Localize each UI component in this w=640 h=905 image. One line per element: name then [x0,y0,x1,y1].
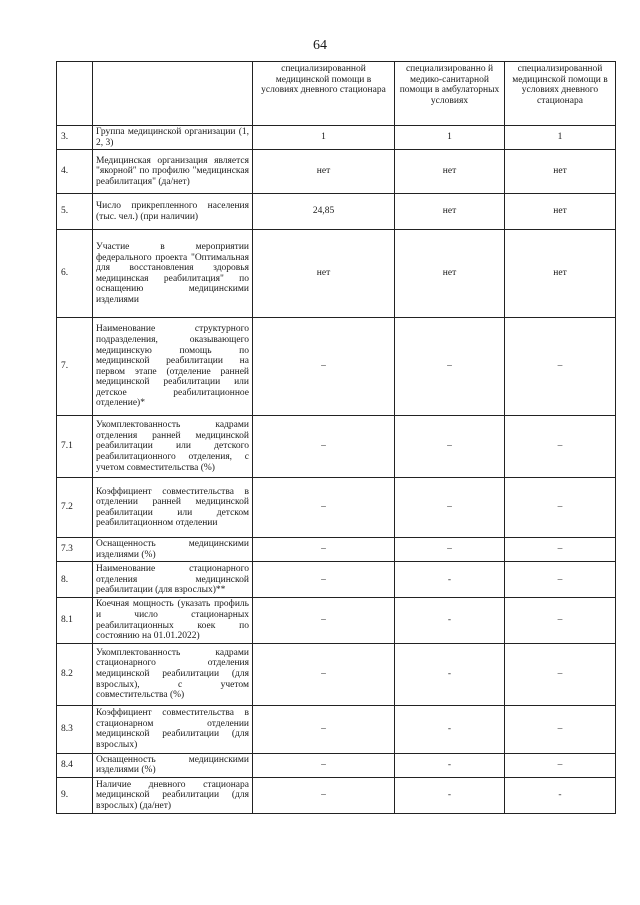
table-row [57,705,616,753]
row-value-3: – [505,643,616,705]
row-value-2: – [395,416,505,478]
row-value-3: нет [505,150,616,194]
row-number: 8.2 [57,643,93,705]
row-name: Число прикрепленного населения (тыс. чел.) (при наличии) [93,194,253,230]
row-value-2: - [395,777,505,813]
row-value-2: - [395,643,505,705]
row-number: 4. [57,150,93,194]
table-row [57,538,616,562]
row-number: 8. [57,562,93,598]
row-value-2: нет [395,194,505,230]
row-name: Наименование стационарного отделения медицинской реабилитации (для взрослых)** [93,562,253,598]
table-row [57,598,616,643]
row-value-1: 1 [253,126,395,150]
table-row [57,643,616,705]
row-name: Медицинская организация является "якорной" по профилю "медицинская реабилитация" (да/нет) [93,150,253,194]
table-row [57,777,616,813]
row-number: 5. [57,194,93,230]
row-name: Оснащенность медицинскими изделиями (%) [93,538,253,562]
table-row [57,230,616,318]
row-number: 7.1 [57,416,93,478]
row-value-3: - [505,777,616,813]
row-value-1: нет [253,150,395,194]
table-row [57,150,616,194]
header-num-cell [57,62,93,126]
header-name-cell [93,62,253,126]
row-number: 8.1 [57,598,93,643]
row-value-3: нет [505,194,616,230]
table-row [57,416,616,478]
row-value-2: – [395,538,505,562]
page-number: 64 [313,38,327,53]
row-number: 6. [57,230,93,318]
row-value-3: – [505,705,616,753]
row-value-1: – [253,318,395,416]
row-value-2: 1 [395,126,505,150]
table-row [57,753,616,777]
row-value-3: нет [505,230,616,318]
row-name: Укомплектованность кадрами стационарного отделения медицинской реабилитации (для взрослых), с учетом совместительства (%) [93,643,253,705]
row-value-1: нет [253,230,395,318]
row-value-1: – [253,643,395,705]
row-value-3: – [505,538,616,562]
header-col3: специализированной медицинской помощи в условиях дневного стационара [253,62,395,126]
row-value-2: нет [395,150,505,194]
row-value-1: – [253,416,395,478]
row-number: 7. [57,318,93,416]
row-value-1: – [253,705,395,753]
table-row [57,126,616,150]
row-value-2: - [395,562,505,598]
header-col5: специализированной медицинской помощи в условиях дневного стационара [505,62,616,126]
row-name: Оснащенность медицинскими изделиями (%) [93,753,253,777]
row-name: Укомплектованность кадрами отделения ранней медицинской реабилитации или детского реабилитационного отделения, с учетом совместительства (%) [93,416,253,478]
row-value-1: – [253,562,395,598]
row-value-2: - [395,753,505,777]
row-value-2: - [395,598,505,643]
table-row [57,194,616,230]
row-value-3: – [505,598,616,643]
table-row [57,562,616,598]
row-value-3: – [505,416,616,478]
row-value-3: – [505,753,616,777]
row-value-2: – [395,318,505,416]
table-row [57,478,616,538]
rehab-table [56,61,616,814]
row-value-3: – [505,318,616,416]
row-name: Коэффициент совместительства в отделении ранней медицинской реабилитации или детском реабилитационном отделении [93,478,253,538]
row-value-3: – [505,478,616,538]
row-name: Коэффициент совместительства в стационарном отделении медицинской реабилитации (для взрослых) [93,705,253,753]
row-value-3: 1 [505,126,616,150]
row-value-1: – [253,753,395,777]
row-value-3: – [505,562,616,598]
row-number: 8.4 [57,753,93,777]
row-value-2: нет [395,230,505,318]
row-value-1: – [253,538,395,562]
row-number: 7.3 [57,538,93,562]
row-value-1: 24,85 [253,194,395,230]
row-name: Наличие дневного стационара медицинской реабилитации (для взрослых) (да/нет) [93,777,253,813]
row-number: 7.2 [57,478,93,538]
row-number: 3. [57,126,93,150]
header-col4: специализированно й медико-санитарной помощи в амбулаторных условиях [395,62,505,126]
header-row [57,62,616,126]
row-number: 8.3 [57,705,93,753]
row-value-1: – [253,598,395,643]
row-value-1: – [253,478,395,538]
row-name: Участие в мероприятии федерального проекта "Оптимальная для восстановления здоровья медицинская реабилитация" по оснащению медицинскими изделиями [93,230,253,318]
row-value-2: - [395,705,505,753]
row-value-1: – [253,777,395,813]
table-row [57,318,616,416]
row-name: Группа медицинской организации (1, 2, 3) [93,126,253,150]
row-name: Наименование структурного подразделения, оказывающего медицинскую помощь по медицинской реабилитации на первом этапе (отделение ранней медицинской реабилитации или детское реабилитационное отделение)* [93,318,253,416]
row-number: 9. [57,777,93,813]
row-value-2: – [395,478,505,538]
row-name: Коечная мощность (указать профиль и число стационарных реабилитационных коек по состоянию на 01.01.2022) [93,598,253,643]
